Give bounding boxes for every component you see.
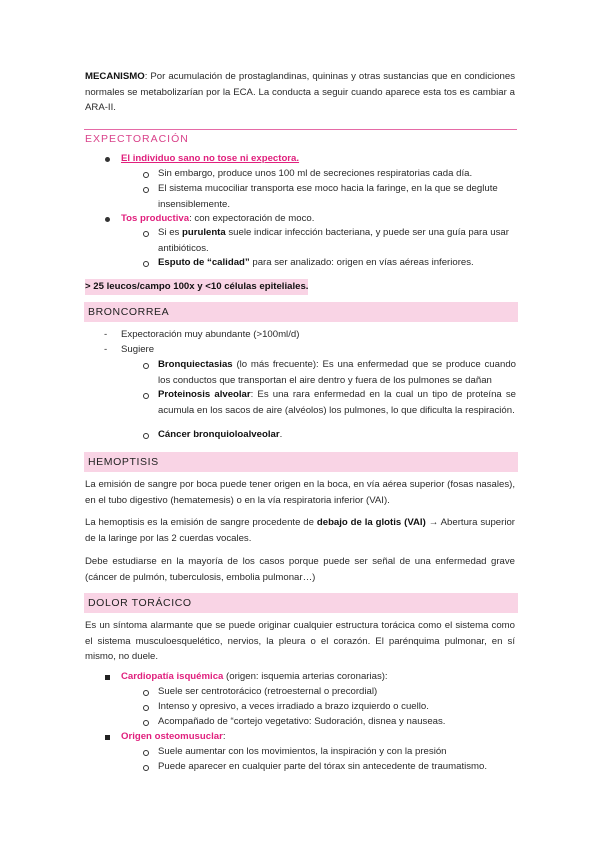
broncorrea-sub-1: Bronquiectasias (lo más frecuente): Es una enfermedad que se produce cuando los conductos que transportan el aire dentro y fuera de los pulmones se dañan [158,359,516,386]
sputum-criteria: > 25 leucos/campo 100x y <10 células epiteliales. [85,279,308,295]
expectoracion-item-1-sub-1: Sin embargo, produce unos 100 ml de secreciones respiratorias cada día. [158,168,473,179]
intro-text: : Por acumulación de prostaglandinas, quininas y otras sustancias que en condiciones normales se metabolizarían por la ECA. La conducta a seguir cuando aparece esta tos es cambiar a ARA-II. [85,71,515,113]
expectoracion-item-1: El individuo sano no tose ni expectora. [121,153,300,164]
sub-bullet-circle-icon [143,705,149,711]
expectoracion-item-2-sub-1: Si es purulenta suele indicar infección bacteriana, y puede ser una guía para usar antibióticos. [158,227,509,254]
sub-bullet-circle-icon [143,433,149,439]
expectoracion-item-1-sub-2: El sistema mucociliar transporta ese moco hacia la faringe, en la que se deglute insensiblemente. [158,183,498,210]
sub-bullet-circle-icon [143,690,149,696]
sub-bullet-circle-icon [143,765,149,771]
section-header-hemoptisis: HEMOPTISIS [84,452,518,472]
dolor-paragraph-1: Es un síntoma alarmante que se puede originar cualquier estructura torácica como el sistema como el sistema musculoesquelético, nervios, la pleura o el corazón. El parénquima pulmonar, en sí mismo, no duele. [85,620,515,662]
sub-bullet-circle-icon [143,720,149,726]
expectoracion-item-2-sub-2: Esputo de “calidad” para ser analizado: origen en vías aéreas inferiores. [158,257,474,268]
section-header-broncorrea: BRONCORREA [84,302,518,322]
section-title-expectoracion: EXPECTORACIÓN [85,133,189,145]
dolor-item-1-sub-2: Intenso y opresivo, a veces irradiado a brazo izquierdo o cuello. [158,701,429,712]
intro-paragraph [85,69,515,116]
dolor-item-2-sub-1: Suele aumentar con los movimientos, la inspiración y con la presión [158,746,447,757]
broncorrea-sub-3: Cáncer bronquioloalveolar. [158,429,283,440]
sub-bullet-circle-icon [143,231,149,237]
broncorrea-line-1: Expectoración muy abundante (>100ml/d) [121,329,300,340]
sub-bullet-circle-icon [143,363,149,369]
sub-bullet-circle-icon [143,187,149,193]
dolor-item-1: Cardiopatía isquémica (origen: isquemia arterias coronarias): [121,671,388,682]
broncorrea-sub-2: Proteinosis alveolar: Es una rara enfermedad en la cual un tipo de proteína se acumula en los sacos de aire (alvéolos) los pulmones, lo que dificulta la respiración. [158,389,517,416]
bullet-dot-icon [105,157,110,162]
broncorrea-line-2: Sugiere [121,344,155,355]
section-header-dolor-toracico: DOLOR TORÁCICO [84,593,518,613]
sub-bullet-circle-icon [143,750,149,756]
dolor-item-1-sub-1: Suele ser centrotorácico (retroesternal o precordial) [158,686,378,697]
bullet-square-icon [105,735,110,740]
dash-marker: - [104,329,108,340]
dolor-item-2: Origen osteomusuclar: [121,731,226,742]
bullet-square-icon [105,675,110,680]
dolor-item-2-sub-2: Puede aparecer en cualquier parte del tórax sin antecedente de traumatismo. [158,761,488,772]
bullet-dot-icon [105,217,110,222]
dolor-item-1-sub-3: Acompañado de “cortejo vegetativo: Sudoración, disnea y nauseas. [158,716,446,727]
section-divider [84,129,517,130]
hemoptisis-paragraph-2: La hemoptisis es la emisión de sangre procedente de debajo de la glotis (VAI) → Abertura superior de la laringe por las 2 cuerdas vocales. [85,517,516,544]
sub-bullet-circle-icon [143,393,149,399]
sub-bullet-circle-icon [143,261,149,267]
dash-marker: - [104,344,108,355]
hemoptisis-paragraph-1: La emisión de sangre por boca puede tener origen en la boca, en vía aérea superior (fosas nasales), en el tubo digestivo (hematemesis) o en la vía respiratoria inferior (VAI). [85,479,515,506]
sub-bullet-circle-icon [143,172,149,178]
expectoracion-item-2: Tos productiva: con expectoración de moco. [121,213,315,224]
hemoptisis-paragraph-3: Debe estudiarse en la mayoría de los casos porque puede ser señal de una enfermedad grave (cáncer de pulmón, tuberculosis, embolia pulmonar…) [85,556,515,583]
intro-term: MECANISMO [85,71,145,82]
